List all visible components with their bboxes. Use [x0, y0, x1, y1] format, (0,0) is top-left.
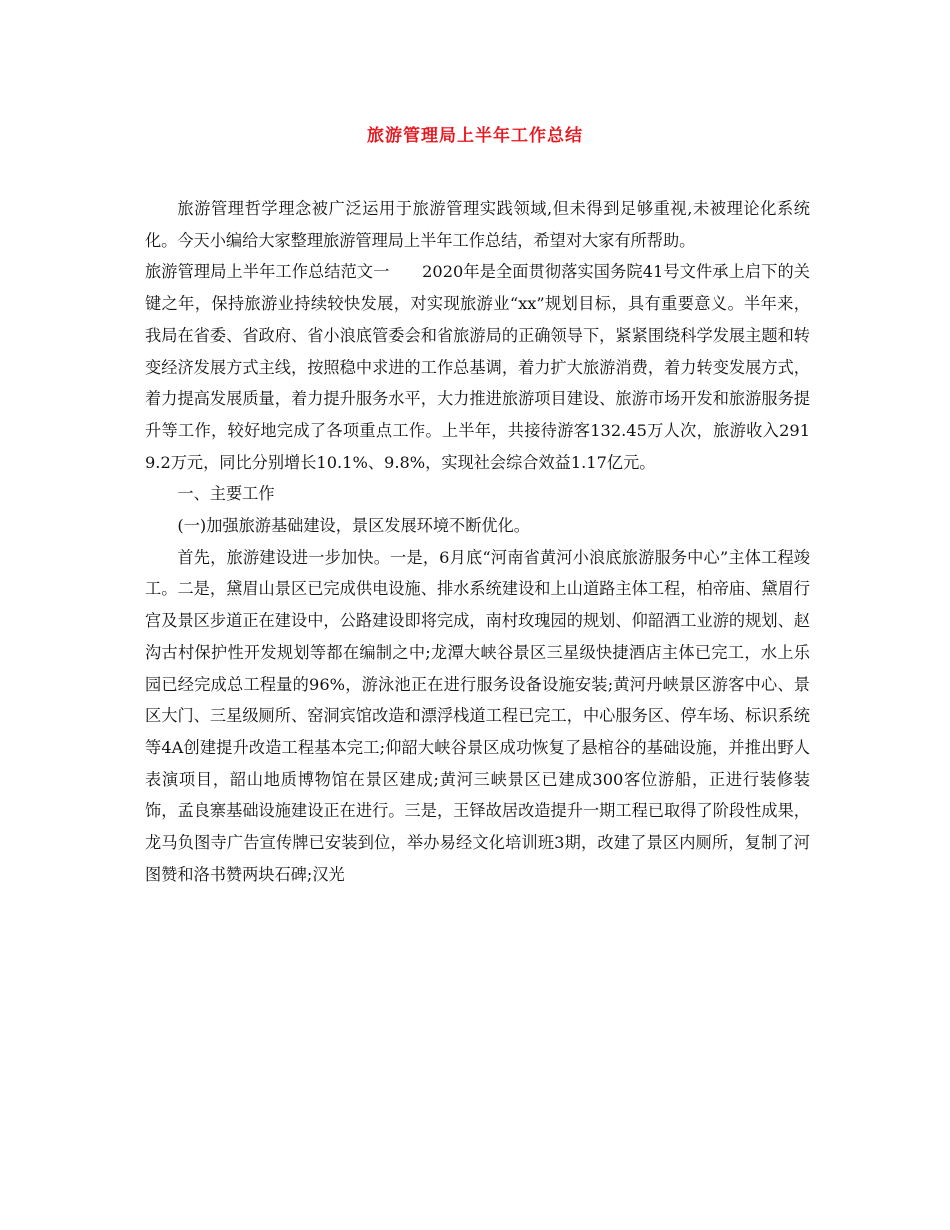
- document-body: [145, 193, 810, 890]
- document-title: 旅游管理局上半年工作总结: [367, 126, 583, 146]
- paragraph-construction: 首先，旅游建设进一步加快。一是，6月底“河南省黄河小浪底旅游服务中心”主体工程竣工。二是，黛眉山景区已完成供电设施、排水系统建设和上山道路主体工程，柏帝庙、黛眉行宫及景区步道正在建设中，公路建设即将完成，南村玫瑰园的规划、仰韶酒工业游的规划、赵沟古村保护性开发规划等都在编制之中;龙潭大峡谷景区三星级快捷酒店主体已完工，水上乐园已经完成总工程量的96%，游泳池正在进行服务设备设施安装;黄河丹峡景区游客中心、景区大门、三星级厕所、窑洞宾馆改造和漂浮栈道工程已完工，中心服务区、停车场、标识系统等4A创建提升改造工程基本完工;仰韶大峡谷景区成功恢复了悬棺谷的基础设施，并推出野人表演项目，韶山地质博物馆在景区建成;黄河三峡景区已建成300客位游船，正进行装修装饰，孟良寨基础设施建设正在进行。三是，王铎故居改造提升一期工程已取得了阶段性成果，龙马负图寺广告宣传牌已安装到位，举办易经文化培训班3期，改建了景区内厕所，复制了河图赞和洛书赞两块石碑;汉光: [145, 547, 810, 884]
- subsection-heading: (一)加强旅游基础建设，景区发展环境不断优化。: [177, 516, 530, 536]
- paragraph-summary: 旅游管理局上半年工作总结范文一 2020年是全面贯彻落实国务院41号文件承上启下的关键之年，保持旅游业持续较快发展，对实现旅游业“xx”规划目标，具有重要意义。半年来，我局在省委、省政府、省小浪底管委会和省旅游局的正确领导下，紧紧围绕科学发展主题和转变经济发展方式主线，按照稳中求进的工作总基调，着力扩大旅游消费，着力转变发展方式，着力提高发展质量，着力提升服务水平，大力推进旅游项目建设、旅游市场开发和旅游服务提升等工作，较好地完成了各项重点工作。上半年，共接待游客132.45万人次，旅游收入2919.2万元，同比分别增长10.1%、9.8%，实现社会综合效益1.17亿元。: [145, 262, 810, 472]
- paragraph-intro: 旅游管理哲学理念被广泛运用于旅游管理实践领域,但未得到足够重视,未被理论化系统化。今天小编给大家整理旅游管理局上半年工作总结，希望对大家有所帮助。: [145, 199, 810, 250]
- section-heading: 一、主要工作: [177, 484, 275, 504]
